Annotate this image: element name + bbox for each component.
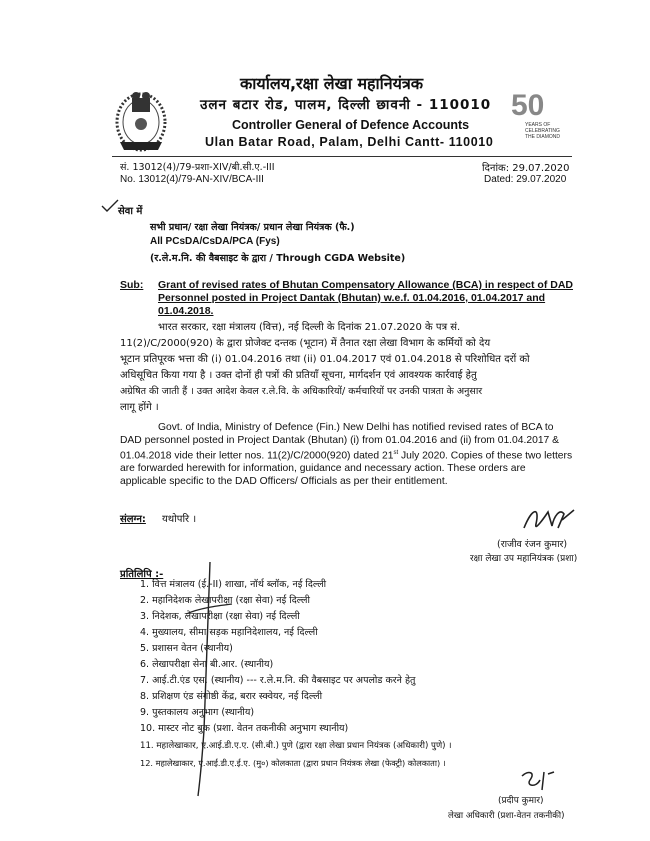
emblem-logo: [112, 84, 170, 156]
body-hindi-line: भारत सरकार, रक्षा मंत्रालय (वित्त), नई दिल्ली के दिनांक 21.07.2020 के पत्र सं.: [158, 322, 461, 333]
reference-number-hindi: सं. 13012(4)/79-प्रशा-XIV/बी.सी.ए.-III: [120, 162, 275, 173]
list-item: 10. मास्टर नोट बुक (प्रशा. वेतन तकनीकी अनुभाग स्थानीय): [140, 723, 349, 734]
enclosure-value: यथोपरि ।: [162, 514, 197, 525]
body-english-line: are forwarded herewith for information, guidance and necessary action. These orders are: [120, 463, 526, 475]
signature-2: [518, 768, 558, 796]
to-label: सेवा में: [118, 206, 143, 217]
list-item: 9. पुस्तकालय अनुभाग (स्थानीय): [140, 707, 255, 718]
address-hindi: उलन बटार रोड, पालम, दिल्ली छावनी - 110010: [200, 97, 492, 113]
signatory-2-name: (प्रदीप कुमार): [498, 796, 544, 806]
header-divider: [112, 156, 572, 157]
date-hindi: दिनांक: 29.07.2020: [482, 163, 570, 174]
list-item: 5. प्रशासन वेतन (स्थानीय): [140, 643, 233, 654]
subject-text: [158, 279, 578, 318]
addressee-line-3: (र.ले.म.नि. की वैबसाइट के द्वारा / Through CGDA Website): [150, 253, 406, 264]
reference-number-english: No. 13012(4)/79-AN-XIV/BCA-III: [120, 174, 264, 185]
signatory-2-designation: लेखा अधिकारी (प्रशा-वेतन तकनीकी): [448, 811, 565, 821]
list-item: 7. आई.टी.एंड एस. (स्थानीय) --- र.ले.म.नि. की वैबसाइट पर अपलोड करने हेतु: [140, 675, 416, 686]
copy-to-label: प्रतिलिपि :-: [120, 569, 164, 580]
pen-stroke-mark: [180, 560, 240, 800]
body-english-line: [120, 447, 580, 462]
office-name-english: Controller General of Defence Accounts: [232, 118, 470, 132]
signature-1: [518, 498, 578, 540]
subject-line-3: 01.04.2018.: [158, 305, 214, 317]
subject-line-2: Personnel posted in Project Dantak (Bhutan) w.e.f. 01.04.2016, 01.04.2017 and: [158, 292, 546, 304]
tick-mark: [100, 198, 120, 214]
body-hindi-line: अधिसूचित किया गया है । उक्त दोनों ही पत्रों की प्रतियाँ सूचना, मार्गदर्शन एवं आवश्यक कार्रवाई हेतु: [120, 370, 477, 381]
fifty-years-caption: YEARS OF CELEBRATING THE DIAMOND: [525, 122, 560, 140]
list-item: 3. निदेशक, लेखापरीक्षा (रक्षा सेवा) नई दिल्ली: [140, 611, 300, 622]
body-hindi-line: लागू होंगे ।: [120, 402, 159, 413]
date-english: Dated: 29.07.2020: [484, 174, 567, 185]
fifty-years-logo: [511, 90, 565, 160]
body-english: [120, 421, 580, 488]
signatory-1-designation: रक्षा लेखा उप महानियंत्रक (प्रशा): [470, 554, 578, 564]
body-english-text: 01.04.2018 vide their letter nos. 11(2)/C/2000(920) dated 21: [120, 450, 394, 462]
subject-line-1: Grant of revised rates of Bhutan Compensatory Allowance (BCA) in respect of DAD: [158, 279, 574, 291]
body-english-line: applicable specific to the DAD Officers/ Officials as per their entitlement.: [120, 476, 448, 488]
signatory-1-name: (राजीव रंजन कुमार): [497, 539, 568, 550]
addressee-line-2: All PCsDA/CsDA/PCA (Fys): [150, 236, 280, 247]
fifty-years-number: 50: [511, 89, 545, 122]
body-english-text: July 2020. Copies of these two letters: [398, 450, 573, 462]
ordinal-suffix: st: [393, 450, 399, 456]
body-hindi: [120, 320, 580, 416]
office-name-hindi: कार्यालय,रक्षा लेखा महानियंत्रक: [240, 74, 424, 93]
addressee-line-1: सभी प्रधान/ रक्षा लेखा नियंत्रक/ प्रधान लेखा नियंत्रक (फै.): [150, 222, 355, 233]
enclosure-label: संलग्न:: [120, 514, 146, 525]
list-item: 2. महानिदेशक लेखापरीक्षा (रक्षा सेवा) नई दिल्ली: [140, 595, 310, 606]
address-english: Ulan Batar Road, Palam, Delhi Cantt- 110010: [205, 135, 494, 149]
list-item: 8. प्रशिक्षण एंड संगोष्ठी केंद्र, बरार स्क्वेयर, नई दिल्ली: [140, 691, 323, 702]
body-english-line: DAD personnel posted in Project Dantak (Bhutan) (i) from 01.04.2016 and (ii) from 01.04.2017 &: [120, 435, 559, 446]
body-hindi-line: 11(2)/C/2000(920) के द्वारा प्रोजेक्ट दन्तक (भूटान) में तैनात रक्षा लेखा विभाग के कर्मियों को देय: [120, 338, 491, 349]
subject-label: Sub:: [120, 279, 144, 291]
list-item: 12. महालेखाकार, ए.आई.डी.ए.ई.ए. (मु०) कोलकाता (द्वारा प्रधान नियंत्रक लेखा (फेक्ट्री) कोलकाता) ।: [140, 758, 446, 768]
list-item: 6. लेखापरीक्षा सेना बी.आर. (स्थानीय): [140, 659, 274, 670]
list-item: 11. महालेखाकार, ए.आई.डी.ए.ए. (सी.बी.) पुणे (द्वारा रक्षा लेखा प्रधान नियंत्रक (अधिकारी) पुणे) ।: [140, 741, 452, 751]
body-english-line: Govt. of India, Ministry of Defence (Fin.) New Delhi has notified revised rates of BCA to: [158, 422, 554, 433]
list-item: 1. वित्त मंत्रालय (ई.-II) शाखा, नॉर्थ ब्लॉक, नई दिल्ली: [140, 579, 327, 590]
body-hindi-line: भूटान प्रतिपूरक भत्ता की (i) 01.04.2016 तथा (ii) 01.04.2017 एवं 01.04.2018 से परिशोधित दरों को: [120, 354, 530, 365]
list-item: 4. मुख्यालय, सीमा सड़क महानिदेशालय, नई दिल्ली: [140, 627, 318, 638]
body-hindi-line: अग्रेषित की जाती हैं । उक्त आदेश केवल र.ले.वि. के अधिकारियों/ कर्मचारियों पर उनकी पात्रता के अनुसार: [120, 386, 483, 397]
